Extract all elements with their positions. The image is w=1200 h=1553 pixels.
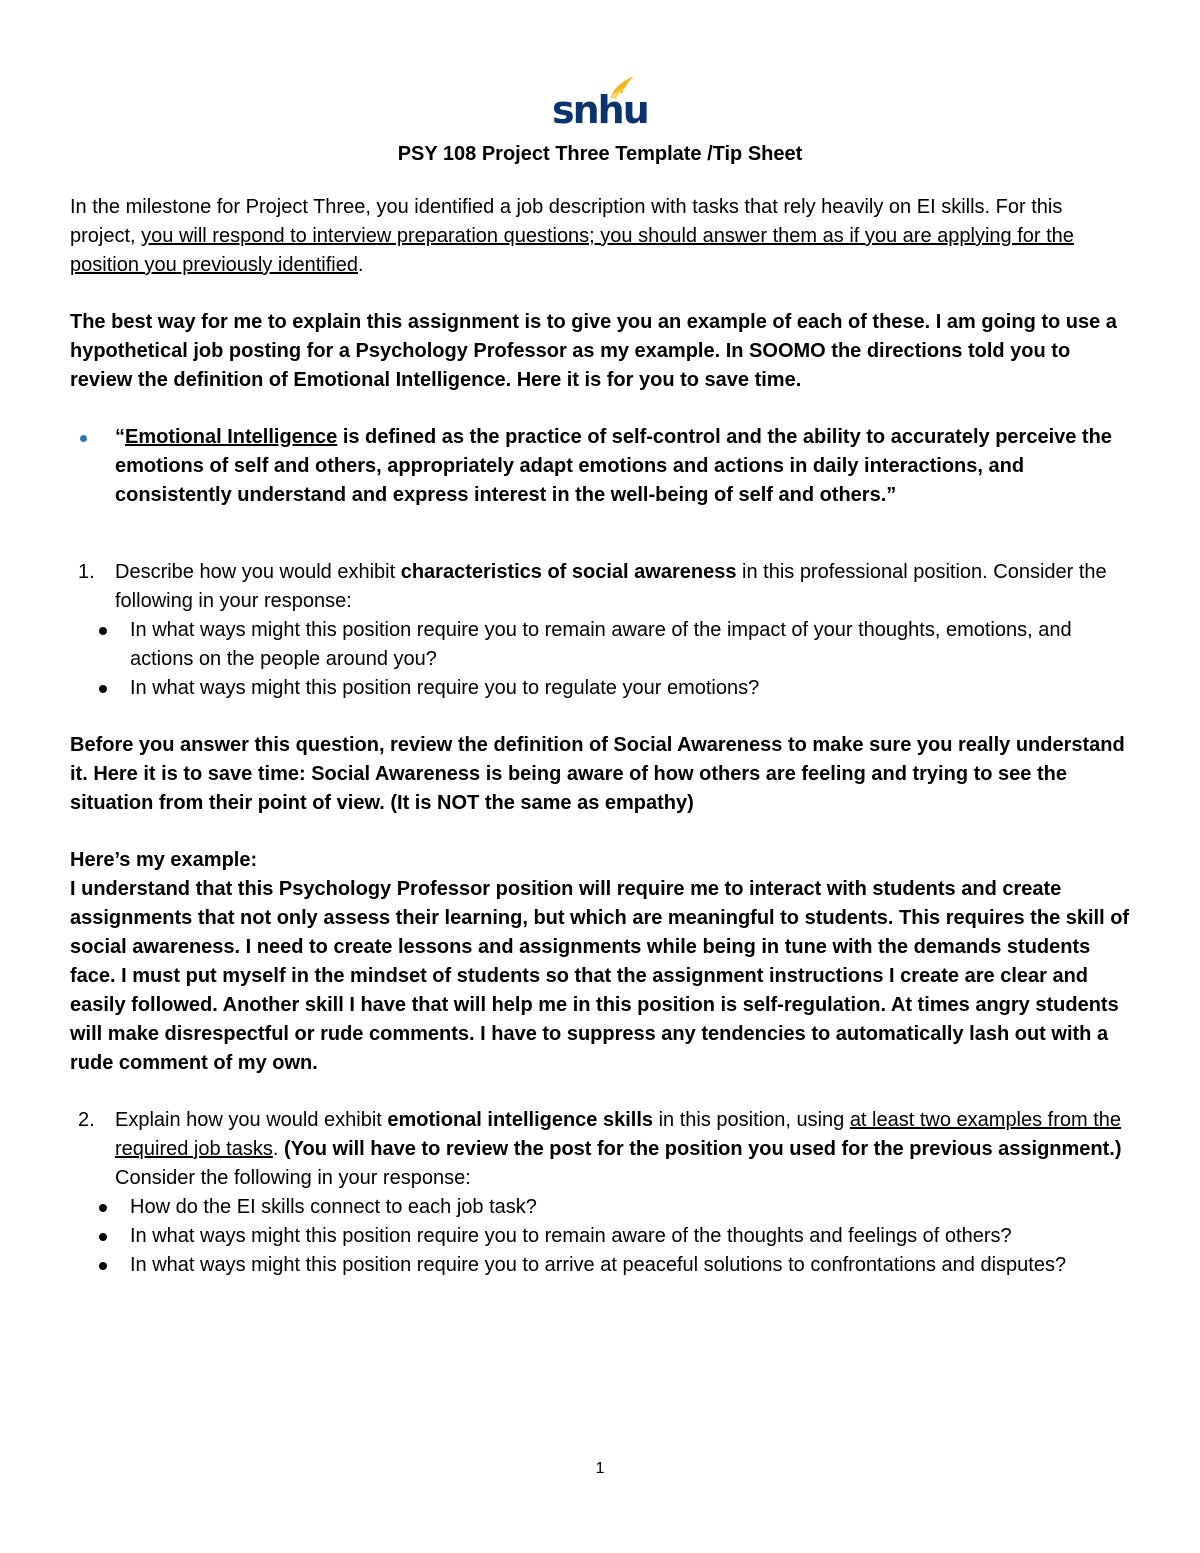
intro-end: . [357, 254, 364, 276]
explanation-paragraph: The best way for me to explain this assignment is to give you an example of each of these. I am going to use a hypothetical job posting for a Psychology Professor as my example. In SOOMO the directions told you to review the definition of Emotional Intelligence. Here it is for you to save time. [70, 311, 1117, 391]
intro-underlined: you will respond to interview preparation questions; you should answer them as if you are applying for the position you previously identified [70, 225, 1074, 276]
q2-underlined: at least two examples from the required job tasks [115, 1109, 1122, 1160]
q2-bullet: How do the EI skills connect to each job task? [130, 1193, 1130, 1222]
logo-wordmark: snhu [552, 88, 648, 132]
question-number: 1. [78, 561, 95, 583]
question-list-2 [70, 1106, 1130, 1280]
q2-text-mid: in this position, using [653, 1109, 850, 1131]
question-number: 2. [78, 1109, 95, 1131]
q2-bullets [70, 1193, 1130, 1280]
q2-text-before: Explain how you would exhibit [115, 1109, 388, 1131]
definition-rest: is defined as the practice of self-control and the ability to accurately perceive the emotions of self and others, appropriately adapt emotions and actions in daily interactions, and consistently understand and express interest in the well-being of self and others.” [115, 426, 1112, 506]
q2-bullet: In what ways might this position require you to remain aware of the thoughts and feelings of others? [130, 1222, 1130, 1251]
question-1 [70, 558, 1130, 703]
snhu-logo [552, 72, 648, 134]
definition-quote: “ [115, 426, 125, 448]
q1-bullets [70, 616, 1130, 703]
question-list-1 [70, 558, 1130, 703]
q1-bullet: In what ways might this position require you to regulate your emotions? [130, 674, 1130, 703]
document-body [70, 140, 1130, 1280]
definition-term: Emotional Intelligence [125, 426, 338, 448]
definition-item [115, 423, 1130, 510]
social-awareness-note: Before you answer this question, review the definition of Social Awareness to make sure you really understand it. Here it is to save time: Social Awareness is being aware of how others are feeling and trying to see the situation from their point of view. (It is NOT the same as empathy) [70, 734, 1125, 814]
intro-text: In the milestone for Project Three, you identified a job description with tasks that rely heavily on EI skills. For this project, [70, 196, 1063, 247]
q2-bold: emotional intelligence skills [387, 1109, 654, 1131]
q2-text-end: Consider the following in your response: [115, 1167, 471, 1189]
example-body: I understand that this Psychology Professor position will require me to interact with students and create assignments that not only assess their learning, but which are meaningful to students. This requires the skill of social awareness. I need to create lessons and assignments while being in tune with the demands students face. I must put myself in the mindset of students so that the assignment instructions I create are clear and easily followed. Another skill I have that will help me in this position is self-regulation. At times angry students will make disrespectful or rude comments. I have to suppress any tendencies to automatically lash out with a rude comment of my own. [70, 878, 1130, 1074]
definition-list [70, 423, 1130, 510]
q1-text-before: Describe how you would exhibit [115, 561, 401, 583]
example-heading: Here’s my example: [70, 849, 258, 871]
page-number: 1 [595, 1460, 605, 1477]
q1-text-after: in this professional position. Consider the following in your response: [115, 561, 1107, 612]
q2-text-after-underline: . [272, 1138, 284, 1160]
intro-paragraph [70, 193, 1130, 280]
page-title: PSY 108 Project Three Template /Tip Sheet [397, 143, 803, 165]
q1-bullet: In what ways might this position require you to remain aware of the impact of your thoughts, emotions, and actions on the people around you? [130, 616, 1130, 674]
q2-bullet: In what ways might this position require you to arrive at peaceful solutions to confrontations and disputes? [130, 1251, 1130, 1280]
q1-bold: characteristics of social awareness [400, 561, 737, 583]
q2-bold-note: (You will have to review the post for the position you used for the previous assignment.) [284, 1138, 1122, 1160]
question-2 [70, 1106, 1130, 1280]
